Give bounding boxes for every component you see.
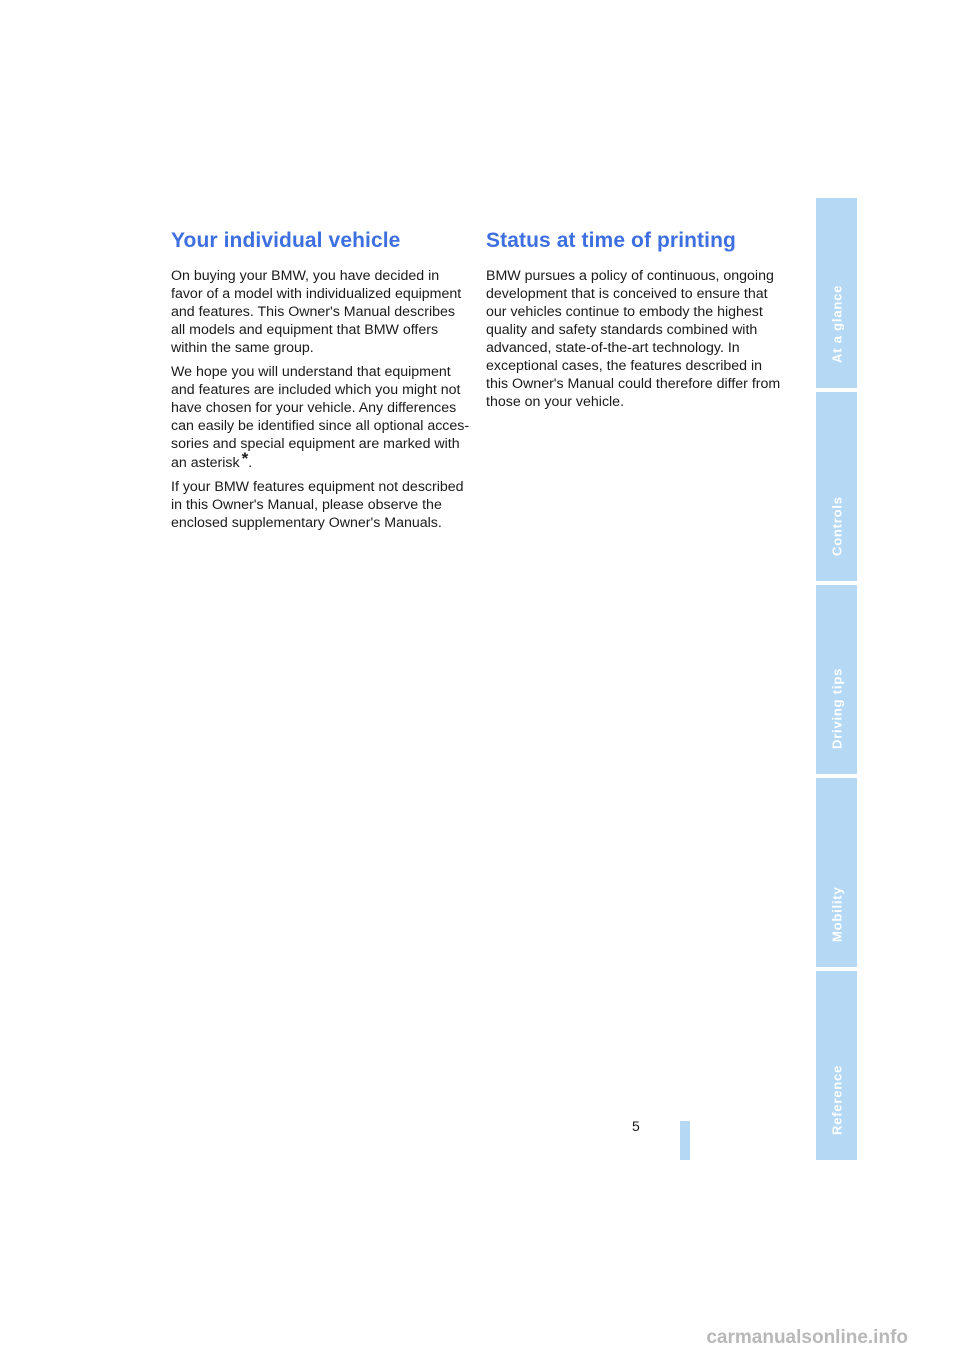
- paragraph-2-text: We hope you will understand that equipment and features are included which you might not have chosen for your vehicle. Any differences can easily be identified since all optional acces-sories and special equipment are marked with an asterisk: [171, 364, 470, 471]
- watermark: carmanualsonline.info: [706, 1327, 908, 1348]
- page-number-bar: [680, 1121, 690, 1160]
- section-heading-individual-vehicle: Your individual vehicle: [171, 229, 401, 252]
- sidebar-tab-label: Controls: [829, 496, 844, 556]
- sidebar-tab-reference[interactable]: [816, 971, 857, 1160]
- asterisk-icon: *: [241, 449, 249, 468]
- sidebar-tab-label: Mobility: [829, 886, 844, 942]
- paragraph-1: On buying your BMW, you have decided in favor of a model with individualized equipment and features. This Owner's Manual describes all models and equipment that BMW offers within the same group.: [171, 268, 462, 356]
- sidebar-tab-label: At a glance: [829, 284, 844, 363]
- right-column: [486, 226, 786, 417]
- sidebar-tab-driving-tips[interactable]: [816, 585, 857, 774]
- left-column: [171, 226, 471, 538]
- sidebar-tab-at-a-glance[interactable]: [816, 198, 857, 388]
- paragraph-3: If your BMW features equipment not described in this Owner's Manual, please observe the enclosed supplementary Owner's Manuals.: [171, 479, 464, 531]
- sidebar-tab-label: Reference: [829, 1064, 844, 1135]
- paragraph-status: BMW pursues a policy of continuous, ongoing development that is conceived to ensure that our vehicles continue to embody the highest quality and safety standards combined with advanced, state-of-the-art technology. In exceptional cases, the features described in this Owner's Manual could therefore differ from those on your vehicle.: [486, 268, 781, 410]
- section-heading-status-printing: Status at time of printing: [486, 229, 736, 252]
- sidebar-tab-label: Driving tips: [829, 667, 844, 749]
- sidebar-tab-controls[interactable]: [816, 392, 857, 581]
- paragraph-2: [171, 363, 471, 472]
- paragraph-2-end: .: [248, 455, 253, 471]
- chapter-sidebar: [816, 198, 857, 1160]
- sidebar-tab-mobility[interactable]: [816, 778, 857, 967]
- page-number: 5: [632, 1118, 640, 1134]
